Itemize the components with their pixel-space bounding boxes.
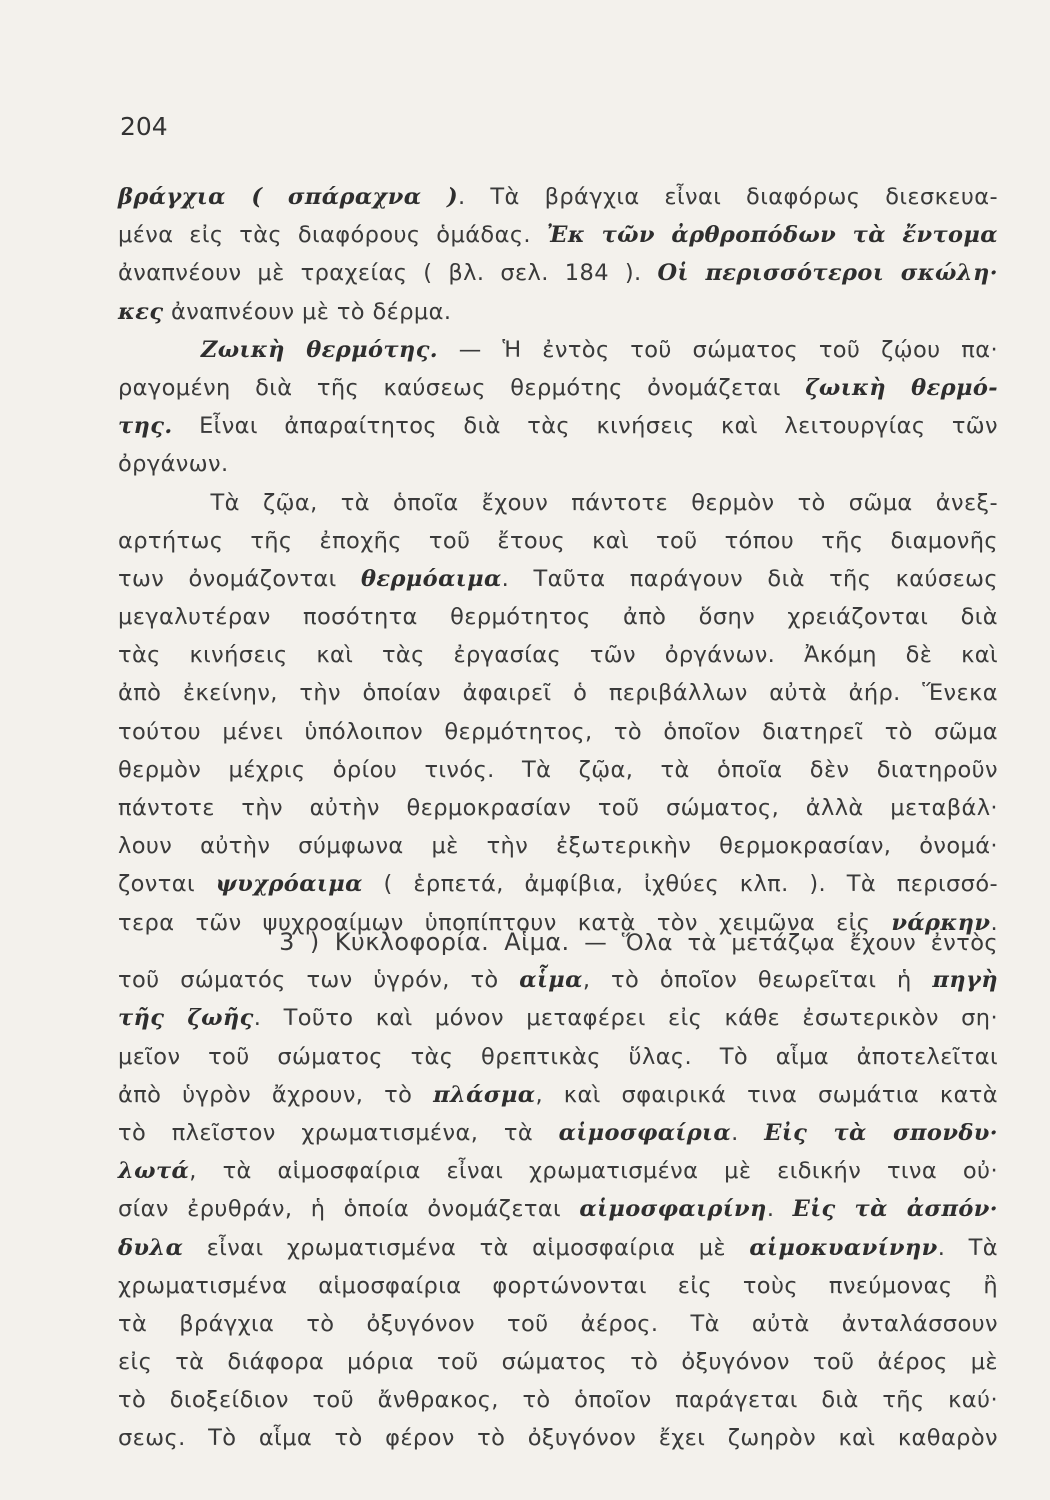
emphasis-term: Ἐκ τῶν ἀρθροπόδων τὰ ἔντομα bbox=[546, 222, 999, 249]
text-line: τοῦ σώματός των ὑγρόν, τὸ αἷμα, τὸ ὁποῖον θεωρεῖται ἡ πηγὴ bbox=[118, 967, 998, 994]
text-line: τερα τῶν ψυχροαίμων ὑποπίπτουν κατὰ τὸν χειμῶνα εἰς νάρκην. bbox=[118, 909, 998, 936]
paragraph-gills bbox=[118, 178, 998, 331]
emphasis-term: τῆς ζωῆς bbox=[118, 1005, 254, 1032]
emphasis-term: αἱμοσφαίρια bbox=[558, 1119, 732, 1146]
emphasis-term: Οἱ περισσότεροι σκώλη· bbox=[657, 260, 998, 287]
text-line: τὰ βράγχια τὸ ὀξυγόνον τοῦ ἀέρος. Τὰ αὐτὰ ἀνταλάσσουν bbox=[118, 1310, 998, 1337]
text-line: 3 ) Κυκλοφορία. Αἷμα. — Ὅλα τὰ μετάζῳα ἔχουν ἐντὸς bbox=[279, 928, 998, 956]
emphasis-term: λωτά bbox=[118, 1158, 190, 1185]
text-line: εἰς τὰ διάφορα μόρια τοῦ σώματος τὸ ὀξυγόνον τοῦ ἀέρος μὲ bbox=[118, 1349, 998, 1376]
text-block-top bbox=[118, 178, 998, 942]
text-line: λουν αὐτὴν σύμφωνα μὲ τὴν ἐξωτερικὴν θερμοκρασίαν, ὀνομά· bbox=[118, 833, 998, 860]
text-line: ὀργάνων. bbox=[118, 451, 229, 478]
text-line: θερμὸν μέχρις ὁρίου τινός. Τὰ ζῷα, τὰ ὁποῖα δὲν διατηροῦν bbox=[118, 756, 998, 783]
text-line: Τὰ ζῷα, τὰ ὁποῖα ἔχουν πάντοτε θερμὸν τὸ σῶμα ἀνεξ- bbox=[210, 489, 998, 516]
text-line: τὸ διοξείδιον τοῦ ἄνθρακος, τὸ ὁποῖον παράγεται διὰ τῆς καύ· bbox=[118, 1387, 998, 1414]
emphasis-term: αἷμα bbox=[519, 967, 583, 994]
text-line: κες ἀναπνέουν μὲ τὸ δέρμα. bbox=[118, 298, 452, 325]
text-line: βράγχια ( σπάραχνα ). Τὰ βράγχια εἶναι διαφόρως διεσκευα- bbox=[118, 184, 998, 210]
section-heading: 3 ) Κυκλοφορία. Αἷμα. bbox=[279, 928, 570, 956]
text-line: Ζωικὴ θερμότης. — Ἡ ἐντὸς τοῦ σώματος τοῦ ζῴου πα· bbox=[200, 336, 998, 363]
text-line: ἀπὸ ἐκείνην, τὴν ὁποίαν ἀφαιρεῖ ὁ περιβάλλων αὐτὰ ἀήρ. Ἕνεκα bbox=[118, 680, 998, 707]
emphasis-term: Εἰς τὰ σπονδυ· bbox=[764, 1119, 998, 1146]
emphasis-term: πηγὴ bbox=[932, 967, 998, 994]
paragraph-warm-cold-blooded bbox=[118, 484, 998, 942]
text-line: μεῖον τοῦ σώματος τὰς θρεπτικὰς ὕλας. Τὸ αἷμα ἀποτελεῖται bbox=[118, 1043, 998, 1070]
emphasis-term: θερμόαιμα bbox=[360, 565, 502, 592]
emphasis-term: της. bbox=[118, 413, 173, 440]
text-line: ἀναπνέουν μὲ τραχείας ( βλ. σελ. 184 ). Οἱ περισσότεροι σκώλη· bbox=[118, 260, 998, 287]
text-line: τὰς κινήσεις καὶ τὰς ἐργασίας τῶν ὀργάνων. Ἀκόμη δὲ καὶ bbox=[118, 642, 998, 669]
emphasis-term: δυλα bbox=[118, 1234, 184, 1261]
text-line: δυλα εἶναι χρωματισμένα τὰ αἱμοσφαίρια μὲ αἱμοκυανίνην. Τὰ bbox=[118, 1234, 998, 1261]
emphasis-term: πλάσμα bbox=[433, 1081, 536, 1108]
section-heading: Ζωικὴ θερμότης. bbox=[200, 336, 439, 363]
text-line: τῆς ζωῆς. Τοῦτο καὶ μόνον μεταφέρει εἰς κάθε ἐσωτερικὸν ση· bbox=[118, 1005, 998, 1032]
emphasis-term: βράγχια ( σπάραχνα ) bbox=[118, 184, 459, 210]
text-line: τούτου μένει ὑπόλοιπον θερμότητος, τὸ ὁποῖον διατηρεῖ τὸ σῶμα bbox=[118, 718, 998, 745]
emphasis-term: κες bbox=[118, 298, 164, 325]
text-line: σίαν ἐρυθράν, ἡ ὁποία ὀνομάζεται αἱμοσφαιρίνη. Εἰς τὰ ἀσπόν· bbox=[118, 1196, 998, 1223]
text-line: ζονται ψυχρόαιμα ( ἑρπετά, ἀμφίβια, ἰχθύες κλπ. ). Τὰ περισσό- bbox=[118, 871, 998, 898]
text-line: χρωματισμένα αἱμοσφαίρια φορτώνονται εἰς τοὺς πνεύμονας ἢ bbox=[118, 1272, 998, 1299]
text-line: πάντοτε τὴν αὐτὴν θερμοκρασίαν τοῦ σώματος, ἀλλὰ μεταβάλ· bbox=[118, 795, 998, 821]
text-line: μεγαλυτέραν ποσότητα θερμότητος ἀπὸ ὅσην χρειάζονται διὰ bbox=[118, 604, 998, 631]
emphasis-term: ψυχρόαιμα bbox=[215, 871, 363, 898]
text-line: των ὀνομάζονται θερμόαιμα. Ταῦτα παράγουν διὰ τῆς καύσεως bbox=[118, 565, 998, 592]
emphasis-term: αἱμοσφαιρίνη bbox=[579, 1196, 767, 1223]
emphasis-term: νάρκην bbox=[891, 909, 991, 936]
text-line: της. Εἶναι ἀπαραίτητος διὰ τὰς κινήσεις καὶ λειτουργίας τῶν bbox=[118, 413, 998, 440]
emphasis-term: Εἰς τὰ ἀσπόν· bbox=[792, 1196, 998, 1223]
text-line: ραγομένη διὰ τῆς καύσεως θερμότης ὀνομάζεται ζωικὴ θερμό- bbox=[118, 374, 998, 401]
paragraph-circulation-blood bbox=[118, 923, 998, 1458]
page-number: 204 bbox=[120, 112, 168, 141]
text-line: τὸ πλεῖστον χρωματισμένα, τὰ αἱμοσφαίρια. Εἰς τὰ σπονδυ· bbox=[118, 1119, 998, 1146]
text-line: μένα εἰς τὰς διαφόρους ὁμάδας. Ἐκ τῶν ἀρθροπόδων τὰ ἔντομα bbox=[118, 222, 999, 249]
text-line: αρτήτως τῆς ἐποχῆς τοῦ ἔτους καὶ τοῦ τόπου τῆς διαμονῆς bbox=[118, 527, 998, 554]
text-block-circulation bbox=[118, 923, 998, 1458]
text-line: λωτά, τὰ αἱμοσφαίρια εἶναι χρωματισμένα μὲ ειδικήν τινα οὐ· bbox=[118, 1158, 998, 1185]
text-line: ἀπὸ ὑγρὸν ἄχρουν, τὸ πλάσμα, καὶ σφαιρικά τινα σωμάτια κατὰ bbox=[118, 1081, 998, 1108]
paragraph-body-heat bbox=[118, 331, 998, 484]
emphasis-term: ζωικὴ θερμό- bbox=[805, 374, 998, 401]
text-line: σεως. Τὸ αἷμα τὸ φέρον τὸ ὀξυγόνον ἔχει ζωηρὸν καὶ καθαρὸν bbox=[118, 1425, 998, 1452]
emphasis-term: αἱμοκυανίνην bbox=[749, 1234, 938, 1261]
